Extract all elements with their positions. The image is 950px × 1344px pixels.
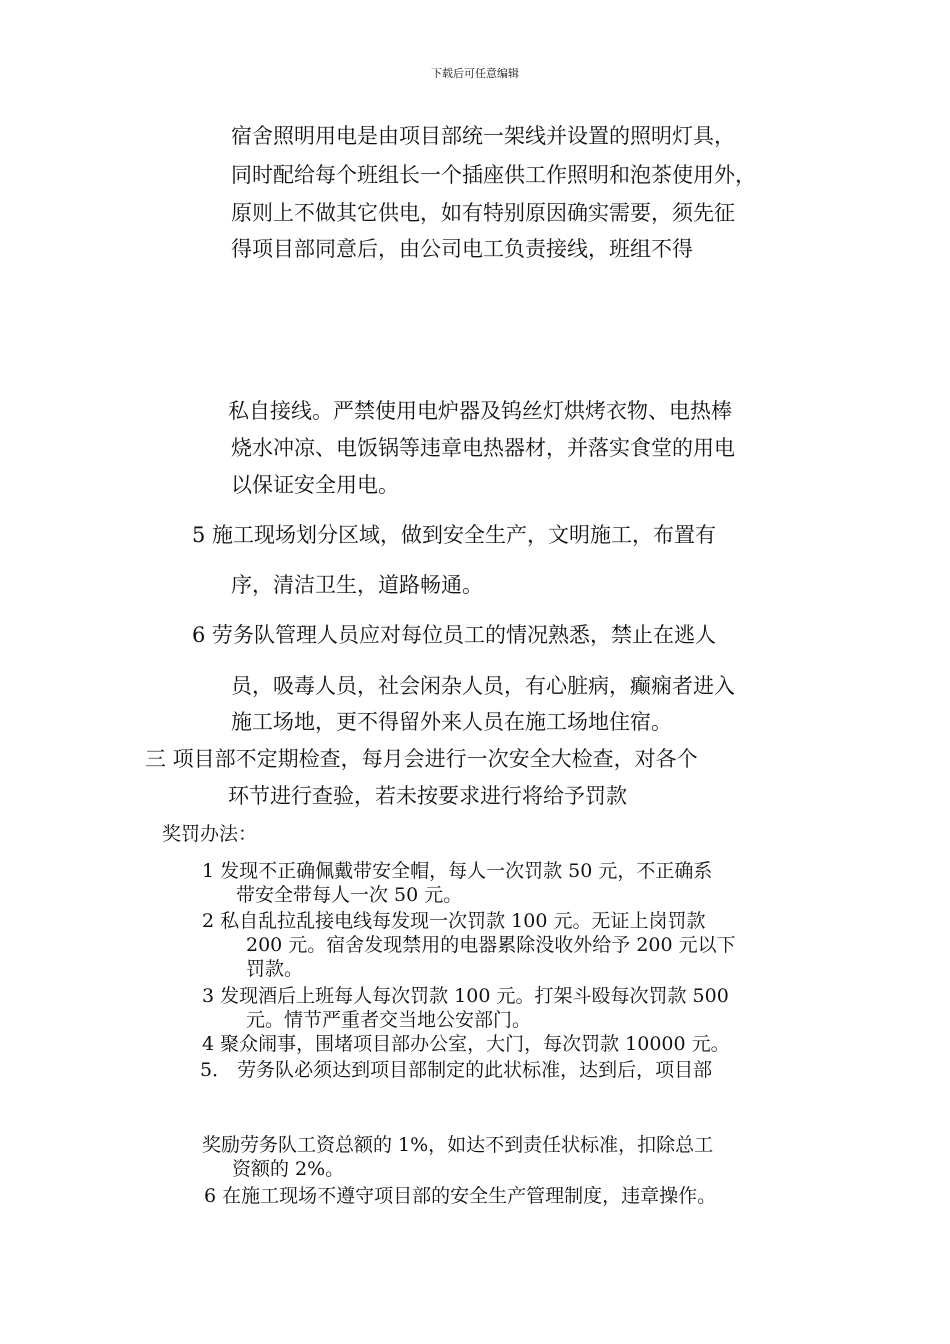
list-item: 6 在施工现场不遵守项目部的安全生产管理制度，违章操作。 (204, 1185, 717, 1207)
list-item: 1 发现不正确佩戴带安全帽，每人一次罚款 50 元，不正确系 (202, 860, 713, 882)
text-line: 施工场地，更不得留外来人员在施工场地住宿。 (231, 710, 672, 734)
text-line: 序，清洁卫生，道路畅通。 (231, 573, 483, 597)
subheading: 奖罚办法： (162, 823, 258, 845)
text-line: 私自接线。严禁使用电炉器及钨丝灯烘烤衣物、电热棒 (228, 399, 732, 423)
text-line: 员，吸毒人员，社会闲杂人员，有心脏病，癫痫者进入 (231, 674, 735, 698)
list-item: 4 聚众闹事，围堵项目部办公室，大门，每次罚款 10000 元。 (202, 1033, 730, 1055)
text-line: 带安全带每人一次 50 元。 (236, 884, 463, 906)
list-item: 3 发现酒后上班每人每次罚款 100 元。打架斗殴每次罚款 500 (202, 985, 729, 1007)
section-heading: 三 项目部不定期检查，每月会进行一次安全大检查，对各个 (145, 747, 698, 771)
list-item: 6 劳务队管理人员应对每位员工的情况熟悉，禁止在逃人 (192, 623, 717, 647)
text-line: 烧水冲凉、电饭锅等违章电热器材，并落实食堂的用电 (231, 436, 735, 460)
text-line: 同时配给每个班组长一个插座供工作照明和泡茶使用外， (231, 163, 756, 187)
text-line: 200 元。宿舍发现禁用的电器累除没收外给予 200 元以下 (246, 934, 736, 956)
list-item: 2 私自乱拉乱接电线每发现一次罚款 100 元。无证上岗罚款 (202, 910, 706, 932)
text-line: 得项目部同意后，由公司电工负责接线，班组不得 (231, 237, 693, 261)
list-item: 5 施工现场划分区域，做到安全生产，文明施工，布置有 (192, 523, 717, 547)
text-line: 资额的 2%。 (232, 1158, 345, 1180)
text-line: 环节进行查验，若未按要求进行将给予罚款 (228, 784, 627, 808)
list-item: 5． 劳务队必须达到项目部制定的此状标准，达到后，项目部 (200, 1059, 713, 1081)
text-line: 罚款。 (246, 958, 304, 980)
text-line: 原则上不做其它供电，如有特别原因确实需要，须先征 (231, 201, 735, 225)
text-line: 以保证安全用电。 (231, 473, 399, 497)
text-line: 宿舍照明用电是由项目部统一架线并设置的照明灯具， (231, 124, 735, 148)
text-line: 奖励劳务队工资总额的 1%，如达不到责任状标准，扣除总工 (202, 1134, 714, 1156)
text-line: 元。情节严重者交当地公安部门。 (246, 1009, 532, 1031)
page-header: 下载后可任意编辑 (431, 67, 519, 80)
